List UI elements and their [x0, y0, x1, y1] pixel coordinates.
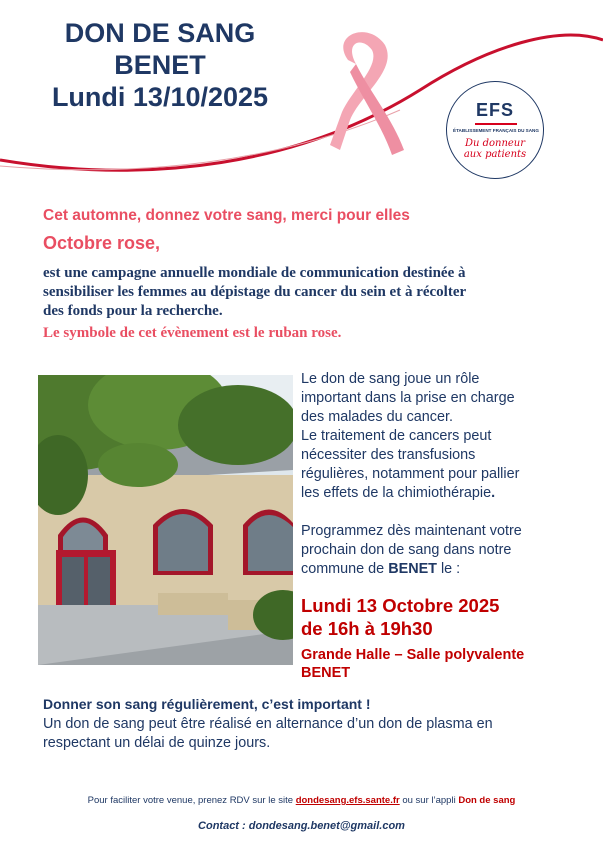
event-date: Lundi 13 Octobre 2025	[301, 595, 500, 616]
efs-logo-name: ÉTABLISSEMENT FRANÇAIS DU SANG	[453, 128, 539, 133]
info-paragraph-1	[301, 370, 601, 503]
efs-tagline-1: Du donneur	[464, 138, 526, 149]
info-paragraph-2	[301, 522, 601, 579]
title-line-2: BENET	[114, 50, 206, 80]
info-line	[301, 484, 601, 503]
event-place: Grande Halle – Salle polyvalente	[301, 647, 525, 663]
intro-line-2: sensibiliser les femmes au dépistage du cancer du sein et à récolter	[43, 284, 467, 300]
info-line: prochain don de sang dans notre	[301, 542, 512, 558]
info-line-text: les effets de la chimiothérapie	[301, 485, 492, 501]
campaign-name: Octobre rose,	[43, 233, 161, 253]
info-line: régulières, notamment pour pallier	[301, 466, 520, 482]
intro-headline: Cet automne, donnez votre sang, merci pour elles	[43, 207, 410, 224]
event-town: BENET	[301, 665, 351, 681]
efs-logo-underline	[475, 123, 517, 125]
intro-line-3: des fonds pour la recherche.	[43, 303, 223, 319]
grande-halle-photo	[38, 375, 293, 665]
reminder-line-2: respectant un délai de quinze jours.	[43, 735, 271, 751]
efs-logo-letters: EFS	[475, 100, 514, 120]
info-line: Le don de sang joue un rôle	[301, 371, 480, 387]
event-time: de 16h à 19h30	[301, 618, 433, 639]
pink-ribbon-icon	[330, 32, 404, 155]
efs-tagline-2: aux patients	[463, 149, 527, 160]
reminder-line-1: Un don de sang peut être réalisé en alternance d’un don de plasma en	[43, 716, 493, 732]
footer-prefix: Pour faciliter votre venue, prenez RDV sur le site	[87, 795, 294, 806]
info-line	[301, 560, 601, 579]
info-line: Le traitement de cancers peut	[301, 428, 492, 444]
efs-site-link[interactable]: dondesang.efs.sante.fr	[295, 795, 400, 806]
reminder-text	[43, 715, 603, 753]
info-town: BENET	[388, 561, 437, 577]
footer-rdv	[0, 795, 603, 806]
info-line-suffix: le :	[440, 561, 461, 577]
info-line: des malades du cancer.	[301, 409, 453, 425]
footer-middle: ou sur l’appli	[402, 795, 456, 806]
info-line-prefix: commune de	[301, 561, 385, 577]
title-date: Lundi 13/10/2025	[51, 82, 269, 112]
app-name: Don de sang	[458, 795, 516, 806]
info-line: nécessiter des transfusions	[301, 447, 476, 463]
info-line: Programmez dès maintenant votre	[301, 523, 522, 539]
footer-contact: Contact : dondesang.benet@gmail.com	[198, 820, 405, 832]
reminder-title: Donner son sang régulièrement, c’est important !	[43, 696, 371, 712]
title-line-1: DON DE SANG	[64, 18, 256, 48]
info-line-period: .	[491, 485, 496, 501]
info-line: important dans la prise en charge	[301, 390, 515, 406]
ribbon-symbol-text: Le symbole de cet évènement est le ruban rose.	[43, 325, 342, 341]
efs-logo-tagline	[447, 138, 543, 160]
intro-line-1: est une campagne annuelle mondiale de communication destinée à	[43, 265, 466, 281]
intro-description	[43, 264, 603, 321]
efs-logo	[446, 81, 544, 179]
